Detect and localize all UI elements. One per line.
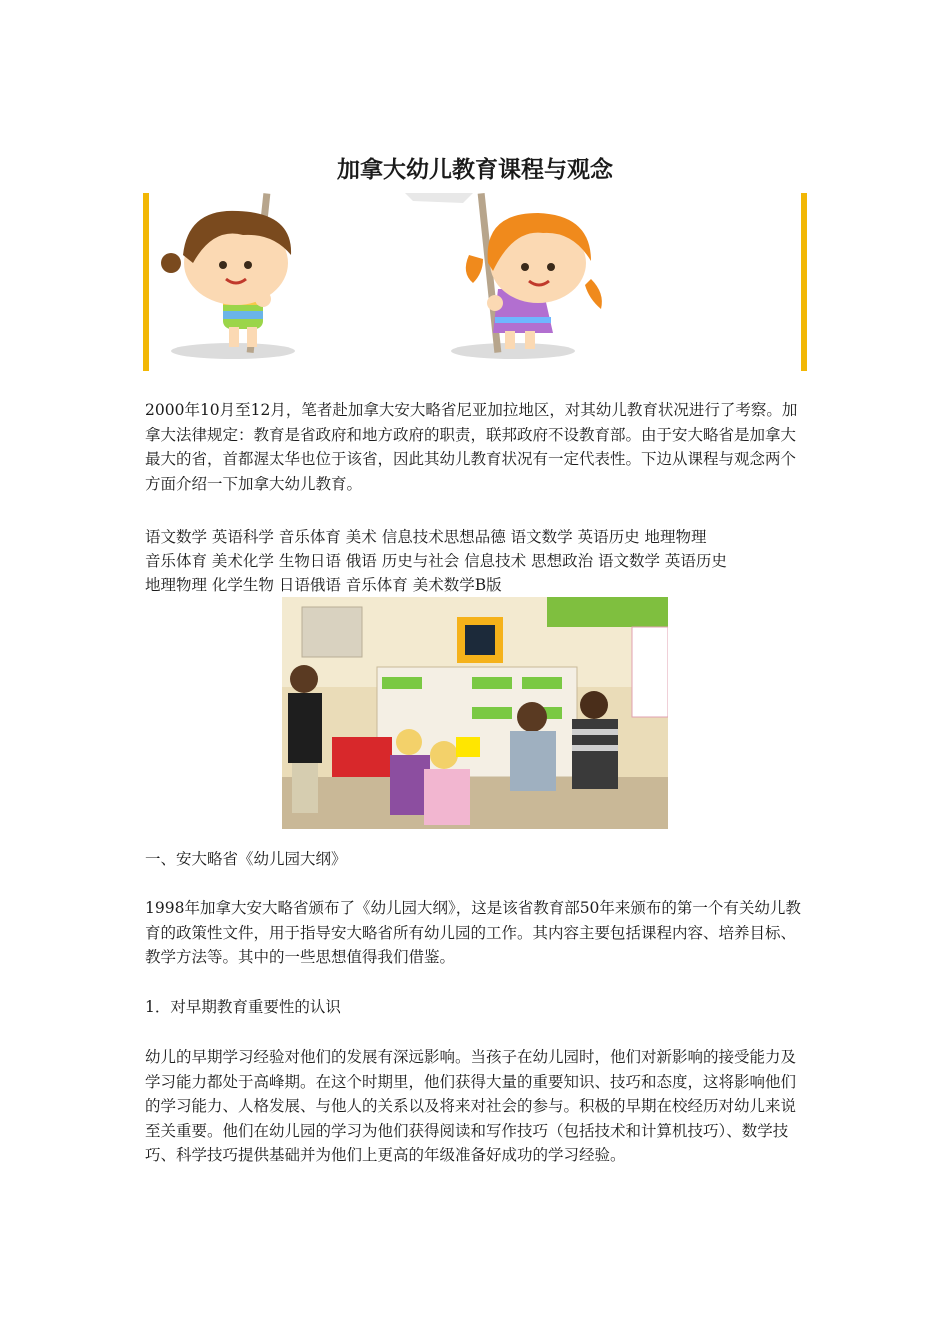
banner-left-bar — [143, 193, 149, 371]
section-1-body: 1998年加拿大安大略省颁布了《幼儿园大纲》，这是该省教育部50年来颁布的第一个有关幼儿教育的政策性文件，用于指导安大略省所有幼儿园的工作。其内容主要包括课程内容、培养目标、教学方法等。其中的一些思想值得我们借鉴。 — [145, 899, 801, 966]
document-title: 加拿大幼儿教育课程与观念 — [337, 157, 613, 183]
banner-right-bar — [801, 193, 807, 371]
girl-cartoon-icon — [451, 193, 602, 359]
subjects-line-1: 语文数学 英语科学 音乐体育 美术 信息技术思想品德 语文数学 英语历史 地理物理 — [145, 528, 707, 546]
boy-cartoon-icon — [161, 193, 295, 359]
subsection-1-body: 幼儿的早期学习经验对他们的发展有深远影响。当孩子在幼儿园时，他们对新影响的接受能力及学习能力都处于高峰期。在这个时期里，他们获得大量的重要知识、技巧和态度，这将影响他们的学习能力、人格发展、与他人的关系以及将来对社会的参与。积极的早期在校经历对幼儿来说至关重要。他们在幼儿园的学习为他们获得阅读和写作技巧（包括技术和计算机技巧）、数学技巧、科学技巧提供基础并为他们上更高的年级准备好成功的学习经验。 — [145, 1048, 797, 1164]
subsection-1-heading: 1．对早期教育重要性的认识 — [145, 998, 341, 1016]
kindergarten-classroom-photo — [282, 597, 668, 829]
intro-paragraph: 2000年10月至12月，笔者赴加拿大安大略省尼亚加拉地区，对其幼儿教育状况进行了考察。加拿大法律规定：教育是省政府和地方政府的职责，联邦政府不设教育部。由于安大略省是加拿大最大的省，首都渥太华也位于该省，因此其幼儿教育状况有一定代表性。下边从课程与观念两个方面介绍一下加拿大幼儿教育。 — [145, 401, 798, 493]
section-1-heading: 一、安大略省《幼儿园大纲》 — [145, 850, 347, 868]
subjects-line-2: 音乐体育 美术化学 生物日语 俄语 历史与社会 信息技术 思想政治 语文数学 英语历史 — [145, 552, 727, 570]
subjects-line-3: 地理物理 化学生物 日语俄语 音乐体育 美术数学B版 — [145, 576, 502, 594]
cartoon-kids-banner — [143, 193, 807, 371]
